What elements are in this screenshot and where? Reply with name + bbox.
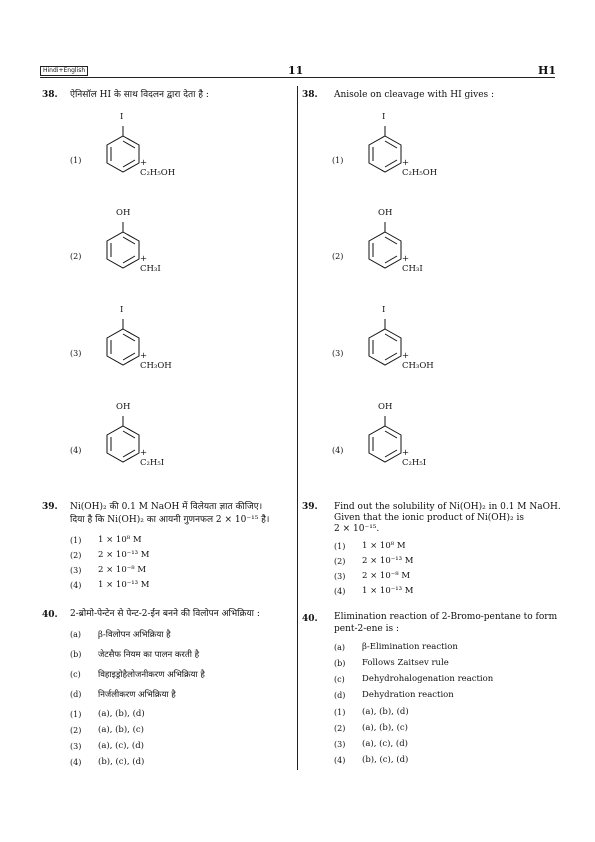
- q39-number-hindi: 39.: [42, 502, 58, 512]
- q38-number-hindi: 38.: [42, 90, 58, 100]
- statement-label: (d): [70, 690, 82, 699]
- option-number: (2): [70, 726, 82, 735]
- substituent-label: OH: [116, 208, 131, 218]
- benzene-ring-icon: [365, 126, 405, 186]
- q40-option-2-hindi: (a), (b), (c): [98, 725, 144, 735]
- q40-option-3-english: (a), (c), (d): [362, 739, 408, 749]
- option-number: (2): [70, 551, 82, 560]
- q40-option-1-english: (a), (b), (d): [362, 707, 409, 717]
- q39-text-english-line-1: Find out the solubility of Ni(OH)₂ in 0.1 M NaOH.: [334, 502, 561, 512]
- option-number: (1): [334, 542, 346, 551]
- substituent-label: OH: [378, 208, 393, 218]
- statement-label: (c): [70, 670, 81, 679]
- option-number: (4): [70, 758, 82, 767]
- q38-text-english: Anisole on cleavage with HI gives :: [334, 90, 495, 100]
- substituent-label: I: [120, 112, 124, 122]
- reagent-label: + C₂H₅OH: [402, 158, 438, 178]
- page-number: 11: [288, 64, 304, 77]
- option-number: (3): [334, 572, 346, 581]
- benzene-ring-icon: [103, 319, 143, 379]
- q40-option-1-hindi: (a), (b), (d): [98, 709, 145, 719]
- substituent-label: I: [120, 305, 124, 315]
- q40-statement-b-english: Follows Zaitsev rule: [362, 658, 449, 668]
- q39-text-hindi-line-2: दिया है कि Ni(OH)₂ का आयनी गुणनफल 2 × 10⁻¹⁵ है।: [70, 515, 270, 525]
- q39-option-3-hindi: 2 × 10⁻⁸ M: [98, 565, 147, 575]
- reagent-label: + C₂H₅I: [140, 448, 165, 468]
- q40-statement-d-english: Dehydration reaction: [362, 690, 454, 700]
- option-number: (3): [70, 742, 82, 751]
- q39-option-2-english: 2 × 10⁻¹³ M: [362, 556, 414, 566]
- statement-label: (b): [334, 659, 346, 668]
- q39-option-4-hindi: 1 × 10⁻¹³ M: [98, 580, 150, 590]
- q38-text-hindi: ऐनिसॉल HI के साथ विदलन द्वारा देता है :: [70, 90, 209, 100]
- option-number: (4): [70, 446, 82, 455]
- statement-label: (b): [70, 650, 82, 659]
- option-number: (1): [70, 536, 82, 545]
- benzene-ring-icon: [365, 319, 405, 379]
- substituent-label: OH: [116, 402, 131, 412]
- option-number: (2): [334, 557, 346, 566]
- reagent-label: + C₂H₅OH: [140, 158, 176, 178]
- option-number: (1): [332, 156, 344, 165]
- paper-code: H1: [538, 64, 557, 77]
- q40-text-hindi: 2-ब्रोमो-पेन्टेन से पेन्ट-2-ईन बनने की विलोपन अभिक्रिया :: [70, 609, 260, 619]
- statement-label: (d): [334, 691, 346, 700]
- q40-statement-c-english: Dehydrohalogenation reaction: [362, 674, 494, 684]
- option-number: (1): [70, 156, 82, 165]
- q40-option-4-english: (b), (c), (d): [362, 755, 409, 765]
- benzene-ring-icon: [103, 222, 143, 282]
- q40-statement-b-hindi: जेटसैफ नियम का पालन करती है: [98, 650, 200, 660]
- q38-number-english: 38.: [302, 90, 318, 100]
- statement-label: (a): [334, 643, 346, 652]
- benzene-ring-icon: [365, 222, 405, 282]
- substituent-label: I: [382, 305, 386, 315]
- language-tag: Hindi+English: [40, 66, 88, 76]
- benzene-ring-icon: [103, 126, 143, 186]
- q40-number-hindi: 40.: [42, 610, 58, 620]
- q39-option-3-english: 2 × 10⁻⁸ M: [362, 571, 411, 581]
- option-number: (2): [70, 252, 82, 261]
- q40-statement-a-english: β-Elimination reaction: [362, 642, 458, 652]
- q40-option-4-hindi: (b), (c), (d): [98, 757, 145, 767]
- q39-text-hindi-line-1: Ni(OH)₂ की 0.1 M NaOH में विलेयता ज्ञात कीजिए।: [70, 502, 263, 512]
- reagent-label: + CH₃OH: [140, 351, 172, 371]
- column-divider: [297, 86, 298, 770]
- reagent-label: + C₂H₅I: [402, 448, 427, 468]
- substituent-label: OH: [378, 402, 393, 412]
- q40-statement-a-hindi: β-विलोपन अभिक्रिया है: [98, 630, 171, 640]
- option-number: (3): [334, 740, 346, 749]
- q40-option-3-hindi: (a), (c), (d): [98, 741, 144, 751]
- q39-option-2-hindi: 2 × 10⁻¹³ M: [98, 550, 150, 560]
- option-number: (4): [332, 446, 344, 455]
- option-number: (4): [334, 587, 346, 596]
- q40-text-english-line-2: pent-2-ene is :: [334, 624, 400, 634]
- q39-option-4-english: 1 × 10⁻¹³ M: [362, 586, 414, 596]
- q39-text-english-line-3: 2 × 10⁻¹⁵.: [334, 524, 380, 534]
- option-number: (3): [332, 349, 344, 358]
- option-number: (1): [70, 710, 82, 719]
- option-number: (2): [334, 724, 346, 733]
- option-number: (4): [70, 581, 82, 590]
- q39-number-english: 39.: [302, 502, 318, 512]
- option-number: (2): [332, 252, 344, 261]
- q40-statement-c-hindi: विहाइड्रोहैलोजनीकरण अभिक्रिया है: [98, 670, 205, 680]
- reagent-label: + CH₃OH: [402, 351, 434, 371]
- q40-text-english-line-1: Elimination reaction of 2-Bromo-pentane to form: [334, 612, 558, 622]
- statement-label: (c): [334, 675, 345, 684]
- benzene-ring-icon: [365, 416, 405, 476]
- q40-option-2-english: (a), (b), (c): [362, 723, 408, 733]
- substituent-label: I: [382, 112, 386, 122]
- q40-number-english: 40.: [302, 614, 318, 624]
- option-number: (4): [334, 756, 346, 765]
- option-number: (3): [70, 566, 82, 575]
- q40-statement-d-hindi: निर्जलीकरण अभिक्रिया है: [98, 690, 176, 700]
- option-number: (1): [334, 708, 346, 717]
- header-rule: [40, 77, 555, 78]
- reagent-label: + CH₃I: [402, 254, 423, 274]
- statement-label: (a): [70, 630, 82, 639]
- q39-text-english-line-2: Given that the ionic product of Ni(OH)₂ is: [334, 513, 525, 523]
- q39-option-1-english: 1 × 10⁸ M: [362, 541, 406, 551]
- q39-option-1-hindi: 1 × 10⁸ M: [98, 535, 142, 545]
- option-number: (3): [70, 349, 82, 358]
- reagent-label: + CH₃I: [140, 254, 161, 274]
- benzene-ring-icon: [103, 416, 143, 476]
